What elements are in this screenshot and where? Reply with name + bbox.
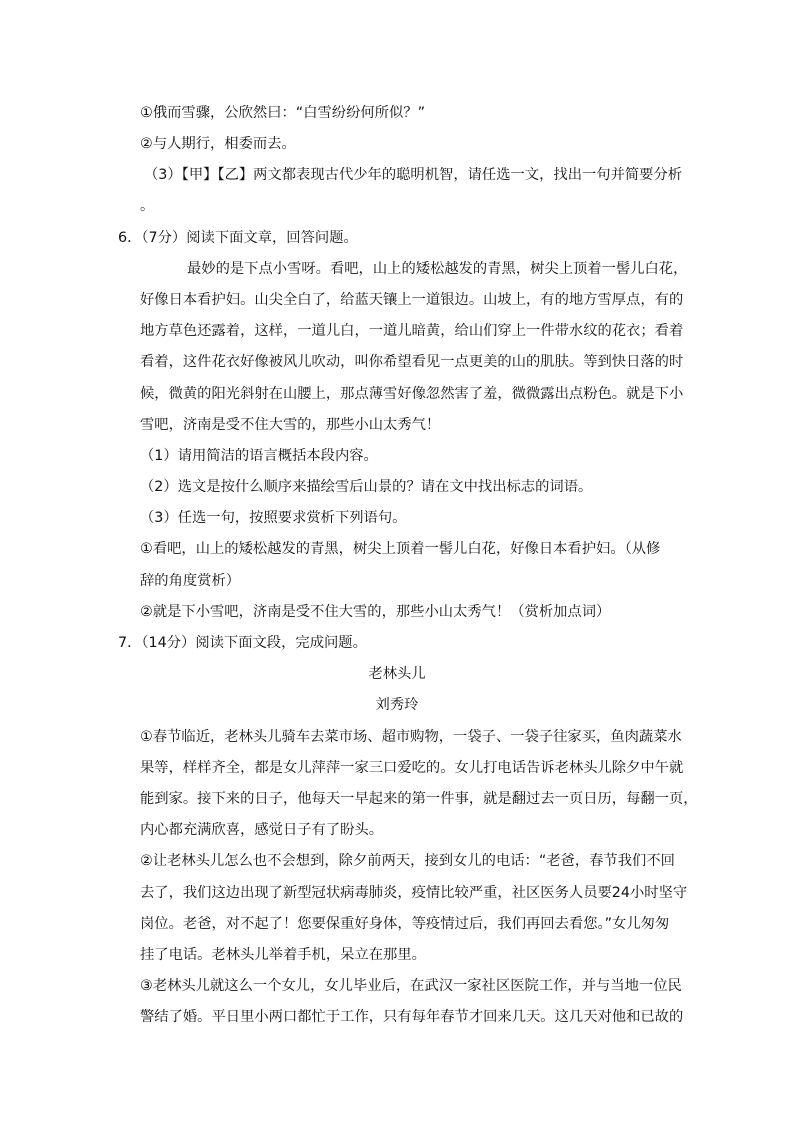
article-line: 挂了电话。老林头儿举着手机，呆立在那里。 [140, 947, 426, 963]
question-6-heading: 6．（7分）阅读下面文章，回答问题。 [118, 230, 358, 246]
question-6-2: （2）选文是按什么顺序来描绘雪后山景的？请在文中找出标志的词语。 [140, 479, 593, 495]
question-7-heading: 7．（14分）阅读下面文段，完成问题。 [118, 635, 367, 651]
question-6-3-option-1: ①看吧，山上的矮松越发的青黑，树尖上顶着一髻儿白花，好像日本看护妇。（从修 [140, 541, 661, 557]
option-1-text: ①俄而雪骤，公欣然曰：“白雪纷纷何所似？” [140, 105, 425, 121]
article-line: 能到家。接下来的日子，他每天一早起来的第一件事，就是翻过去一页日历，每翻一页， [140, 791, 698, 807]
question-5-3-end: 。 [140, 198, 155, 214]
article-line: 去了，我们这边出现了新型冠状病毒肺炎，疫情比较严重，社区医务人员要24小时坚守 [140, 885, 688, 901]
article-line: 内心都充满欣喜，感觉日子有了盼头。 [140, 822, 384, 838]
passage-line: 好像日本看护妇。山尖全白了，给蓝天镶上一道银边。山坡上，有的地方雪厚点，有的 [140, 292, 684, 308]
question-6-1: （1）请用简洁的语言概括本段内容。 [140, 448, 378, 464]
article-line: ①春节临近，老林头儿骑车去菜市场、超市购物，一袋子、一袋子往家买，鱼肉蔬菜水 [140, 729, 682, 745]
article-line: ②让老林头儿怎么也不会想到，除夕前两天，接到女儿的电话：“老爸，春节我们不回 [140, 853, 675, 869]
passage-line: 候，微黄的阳光斜射在山腰上，那点薄雪好像忽然害了羞，微微露出点粉色。就是下小 [140, 386, 684, 402]
passage-line: 最妙的是下点小雪呀。看吧，山上的矮松越发的青黑，树尖上顶着一髻儿白花， [187, 261, 688, 277]
question-6-3-option-2: ②就是下小雪吧，济南是受不住大雪的，那些小山太秀气！（赏析加点词） [140, 604, 611, 620]
question-6-3: （3）任选一句，按照要求赏析下列语句。 [140, 510, 407, 526]
passage-line: 雪吧，济南是受不住大雪的，那些小山太秀气！ [140, 417, 441, 433]
article-author: 刘秀玲 [375, 697, 419, 713]
article-line: 警结了婚。平日里小两口都忙于工作，只有每年春节才回来几天。这几天对他和已故的 [140, 1009, 684, 1025]
article-title: 老林头儿 [368, 666, 426, 682]
article-line: 岗位。老爸，对不起了！您要保重好身体，等疫情过后，我们再回去看您。”女儿匆匆 [140, 916, 670, 932]
passage-line: 地方草色还露着，这样，一道儿白，一道儿暗黄，给山们穿上一件带水纹的花衣；看着 [140, 323, 684, 339]
article-line: 果等，样样齐全，都是女儿萍萍一家三口爱吃的。女儿打电话告诉老林头儿除夕中午就 [140, 760, 684, 776]
question-5-3: （3）【甲】【乙】两文都表现古代少年的聪明机智，请任选一文，找出一句并简要分析 [144, 167, 683, 183]
question-6-3-option-1-cont: 辞的角度赏析） [140, 573, 241, 589]
article-line: ③老林头儿就这么一个女儿，女儿毕业后，在武汉一家社区医院工作，并与当地一位民 [140, 978, 682, 994]
option-2-text: ②与人期行，相委而去。 [140, 136, 296, 152]
passage-line: 看着，这件花衣好像被风儿吹动，叫你希望看见一点更美的山的肌肤。等到快日落的时 [140, 354, 684, 370]
